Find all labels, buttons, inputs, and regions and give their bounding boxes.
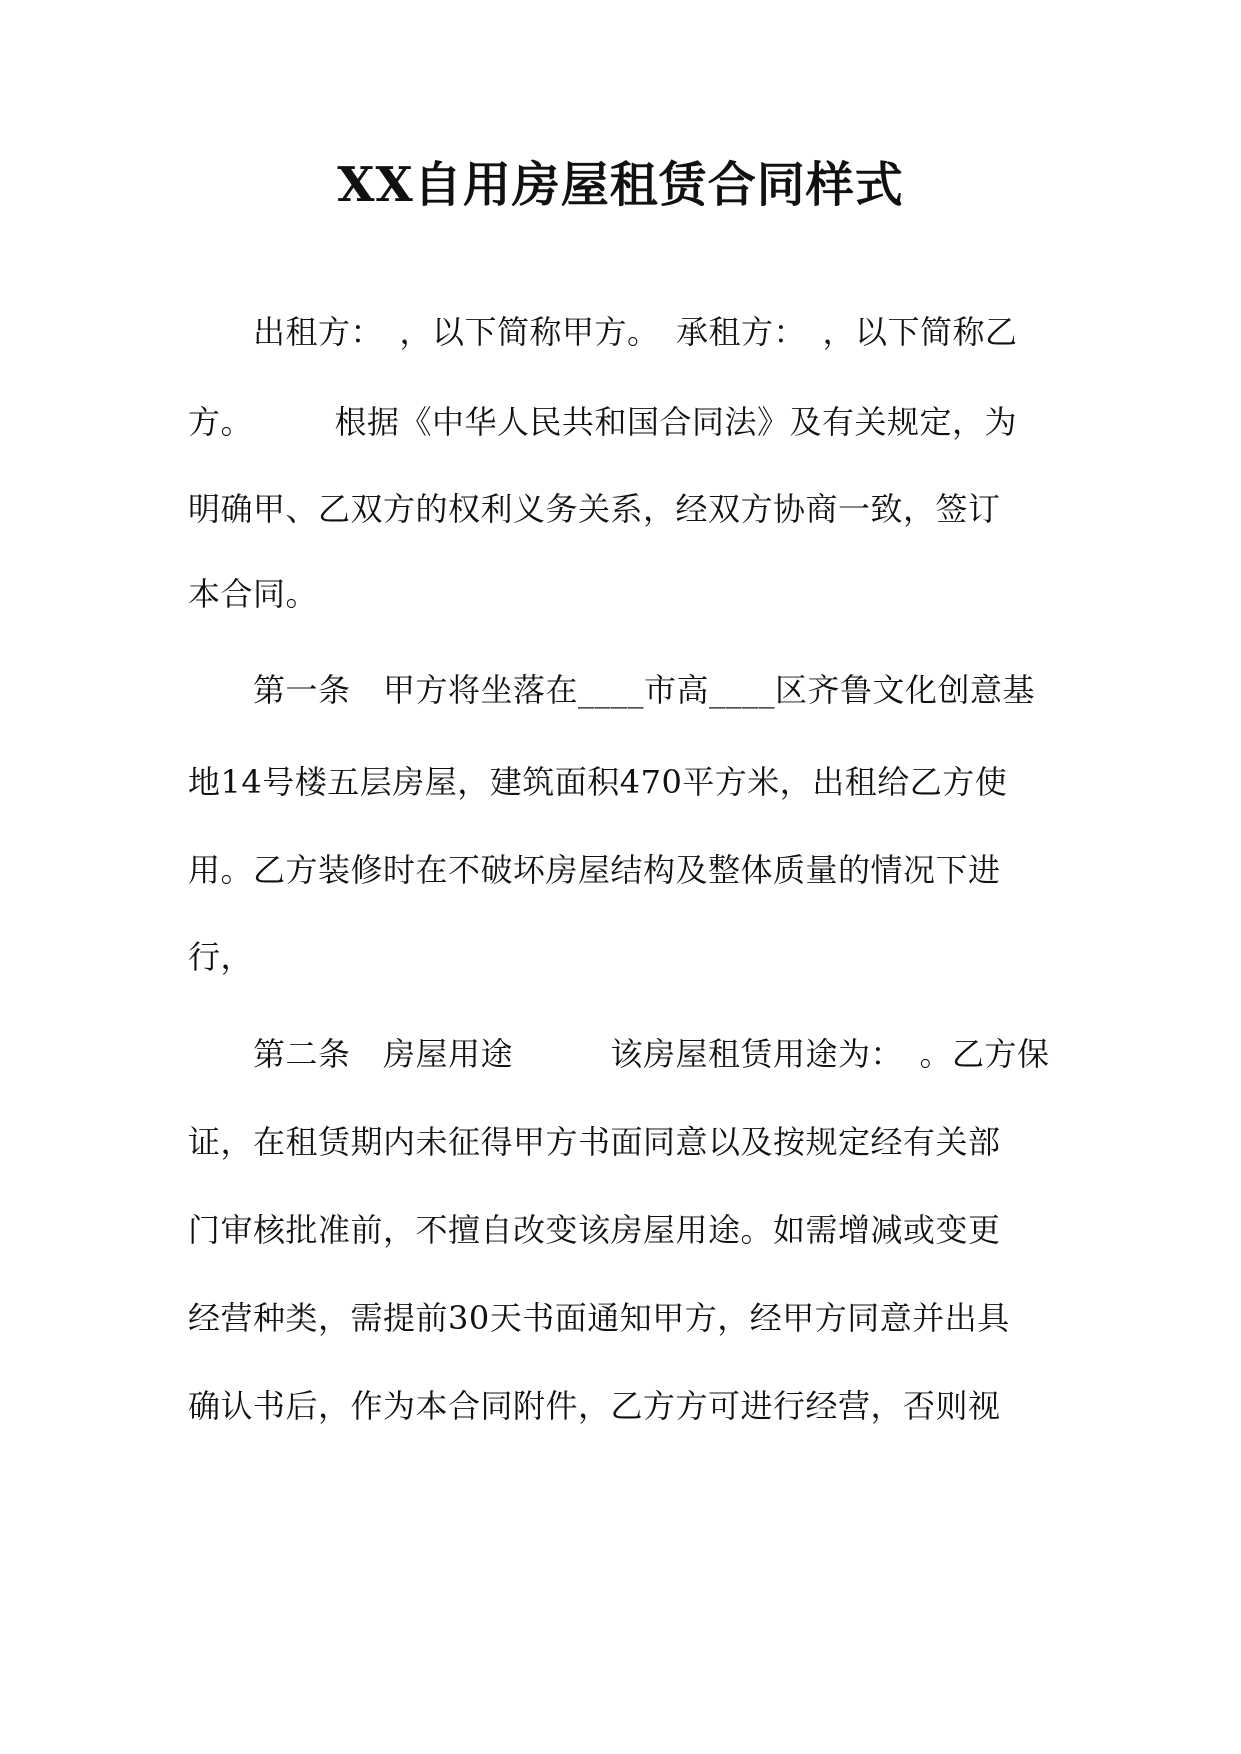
- text-line: 出租方： ，以下简称甲方。 承租方： ，以下简称乙: [188, 313, 1018, 351]
- text-line: 明确甲、乙双方的权利义务关系，经双方协商一致，签订: [188, 490, 1001, 528]
- text-line: 经营种类，需提前30天书面通知甲方，经甲方同意并出具: [188, 1299, 1010, 1337]
- text-line: 用。乙方装修时在不破坏房屋结构及整体质量的情况下进: [188, 851, 1001, 889]
- document-title: XX自用房屋租赁合同样式: [337, 157, 904, 213]
- text-line: 第一条 甲方将坐落在____市高____区齐鲁文化创意基: [188, 671, 1036, 709]
- text-line: 地14号楼五层房屋，建筑面积470平方米，出租给乙方使: [188, 763, 1008, 801]
- text-line: 方。 根据《中华人民共和国合同法》及有关规定，为: [188, 403, 1018, 441]
- text-line: 本合同。: [188, 575, 319, 613]
- text-line: 门审核批准前，不擅自改变该房屋用途。如需增减或变更: [188, 1211, 1001, 1249]
- text-line: 确认书后，作为本合同附件，乙方方可进行经营，否则视: [188, 1387, 1001, 1425]
- text-line: 证，在租赁期内未征得甲方书面同意以及按规定经有关部: [188, 1123, 1001, 1161]
- text-line: 第二条 房屋用途 该房屋租赁用途为： 。乙方保: [188, 1035, 1050, 1073]
- text-line: 行，: [188, 938, 254, 976]
